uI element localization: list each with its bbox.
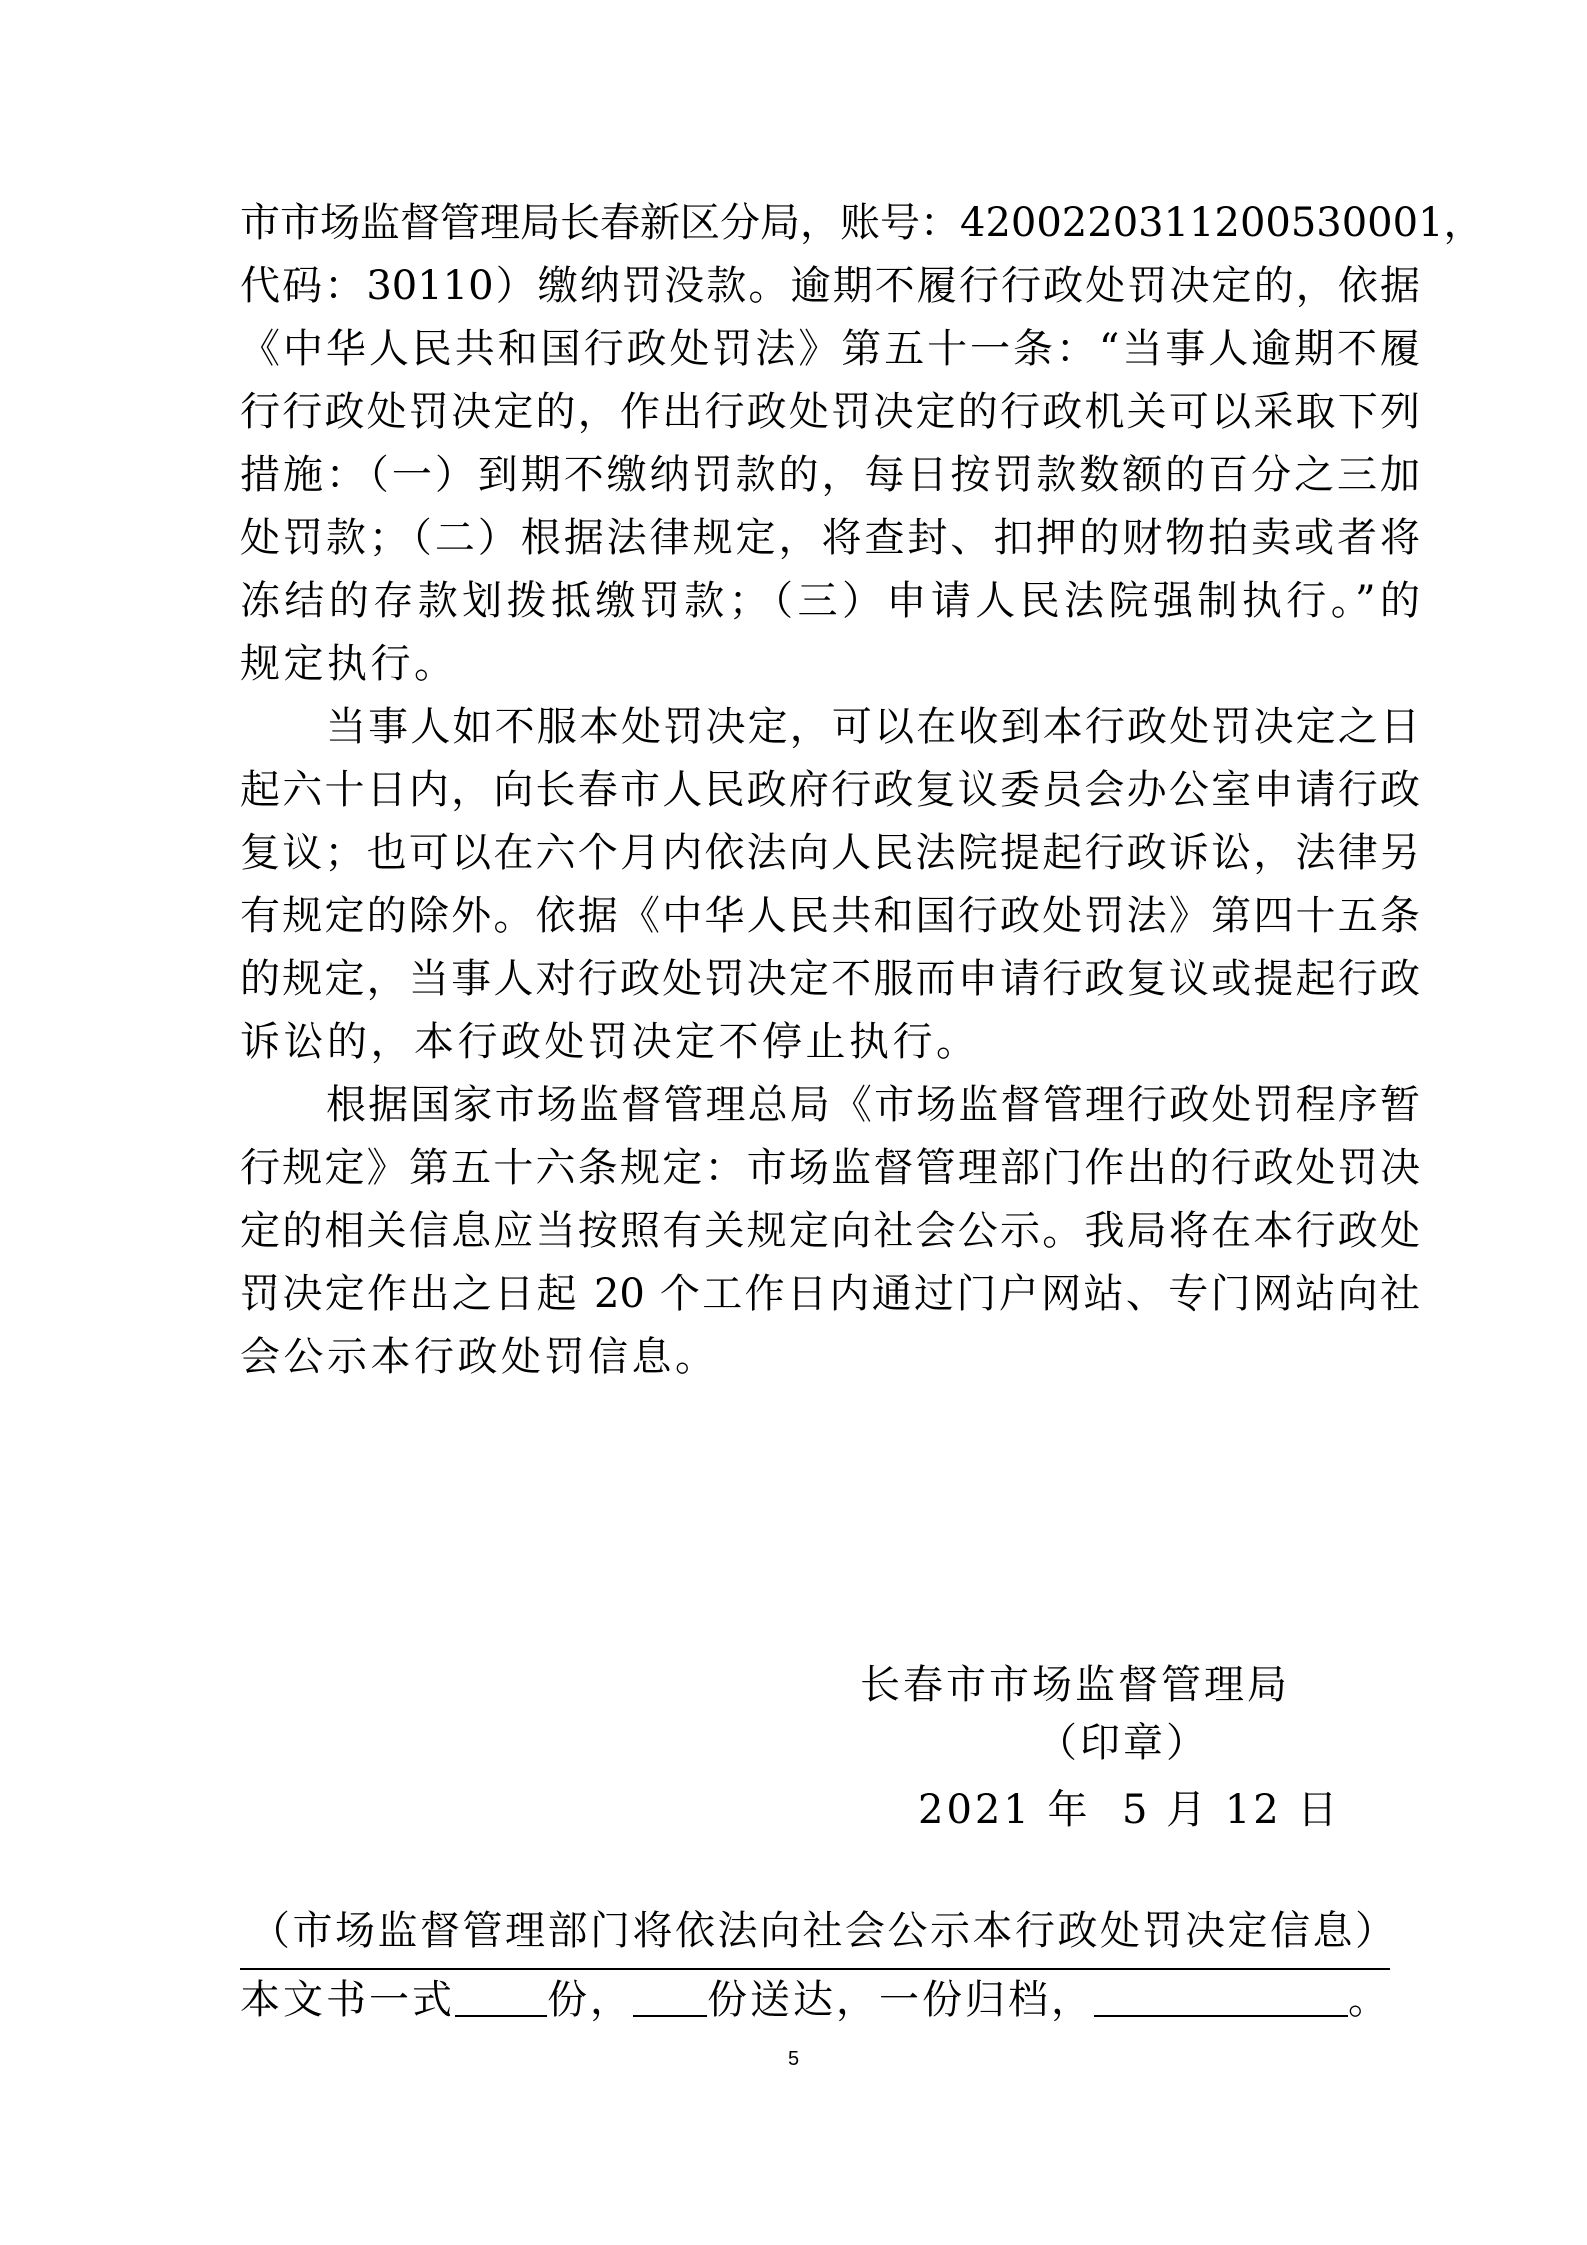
other-copies-blank: [1094, 1975, 1348, 2017]
paragraph-1-line-6: 处罚款；（二）根据法律规定，将查封、扣押的财物拍卖或者将: [240, 515, 1420, 561]
paragraph-3-line-5: 会公示本行政处罚信息。: [240, 1334, 719, 1380]
paragraph-1-line-5: 措施：（一）到期不缴纳罚款的，每日按罚款数额的百分之三加: [240, 452, 1420, 498]
copies-text-1: 本文书一式: [240, 1977, 455, 2023]
paragraph-1-line-3: 《中华人民共和国行政处罚法》第五十一条：“当事人逾期不履: [240, 326, 1420, 372]
copies-text-2: 份，: [547, 1977, 633, 2023]
disclosure-note: （市场监督管理部门将依法向社会公示本行政处罚决定信息）: [250, 1908, 1398, 1954]
paragraph-1-line-7: 冻结的存款划拨抵缴罚款；（三）申请人民法院强制执行。”的: [240, 578, 1420, 624]
document-body: [240, 192, 1484, 1389]
copies-text-4: 。: [1348, 1977, 1391, 2023]
total-copies-blank: [455, 1975, 547, 2017]
paragraph-2-line-4: 有规定的除外。依据《中华人民共和国行政处罚法》第四十五条: [240, 893, 1420, 939]
issuing-organization: 长春市市场监督管理局: [860, 1662, 1290, 1708]
paragraph-1-line-8: 规定执行。: [240, 641, 458, 687]
copies-text-3: 份送达，一份归档，: [707, 1977, 1094, 2023]
paragraph-1-line-4: 行行政处罚决定的，作出行政处罚决定的行政机关可以采取下列: [240, 389, 1420, 435]
paragraph-3-line-3: 定的相关信息应当按照有关规定向社会公示。我局将在本行政处: [240, 1208, 1420, 1254]
paragraph-2-line-1: 当事人如不服本处罚决定，可以在收到本行政处罚决定之日: [326, 704, 1420, 750]
paragraph-1-line-1: 市市场监督管理局长春新区分局，账号：4200220311200530001，: [240, 200, 1484, 246]
page-number: 5: [787, 2048, 800, 2070]
paragraph-3-line-1: 根据国家市场监督管理总局《市场监督管理行政处罚程序暂: [326, 1082, 1420, 1128]
paragraph-3-line-4: 罚决定作出之日起 20 个工作日内通过门户网站、专门网站向社: [240, 1271, 1420, 1317]
footer-divider: [240, 1968, 1390, 1970]
paragraph-3-line-2: 行规定》第五十六条规定：市场监督管理部门作出的行政处罚决: [240, 1145, 1420, 1191]
issue-date: 2021 年 5 月 12 日: [918, 1787, 1341, 1833]
paragraph-2-line-3: 复议；也可以在六个月内依法向人民法院提起行政诉讼，法律另: [240, 830, 1420, 876]
delivered-copies-blank: [633, 1975, 707, 2017]
seal-label: （印章）: [1037, 1720, 1209, 1766]
paragraph-1-line-2: 代码：30110）缴纳罚没款。逾期不履行行政处罚决定的，依据: [240, 263, 1420, 309]
paragraph-2-line-5: 的规定，当事人对行政处罚决定不服而申请行政复议或提起行政: [240, 956, 1420, 1002]
paragraph-2-line-2: 起六十日内，向长春市人民政府行政复议委员会办公室申请行政: [240, 767, 1420, 813]
paragraph-2-line-6: 诉讼的，本行政处罚决定不停止执行。: [240, 1019, 980, 1065]
copies-statement: [240, 1972, 1391, 2028]
